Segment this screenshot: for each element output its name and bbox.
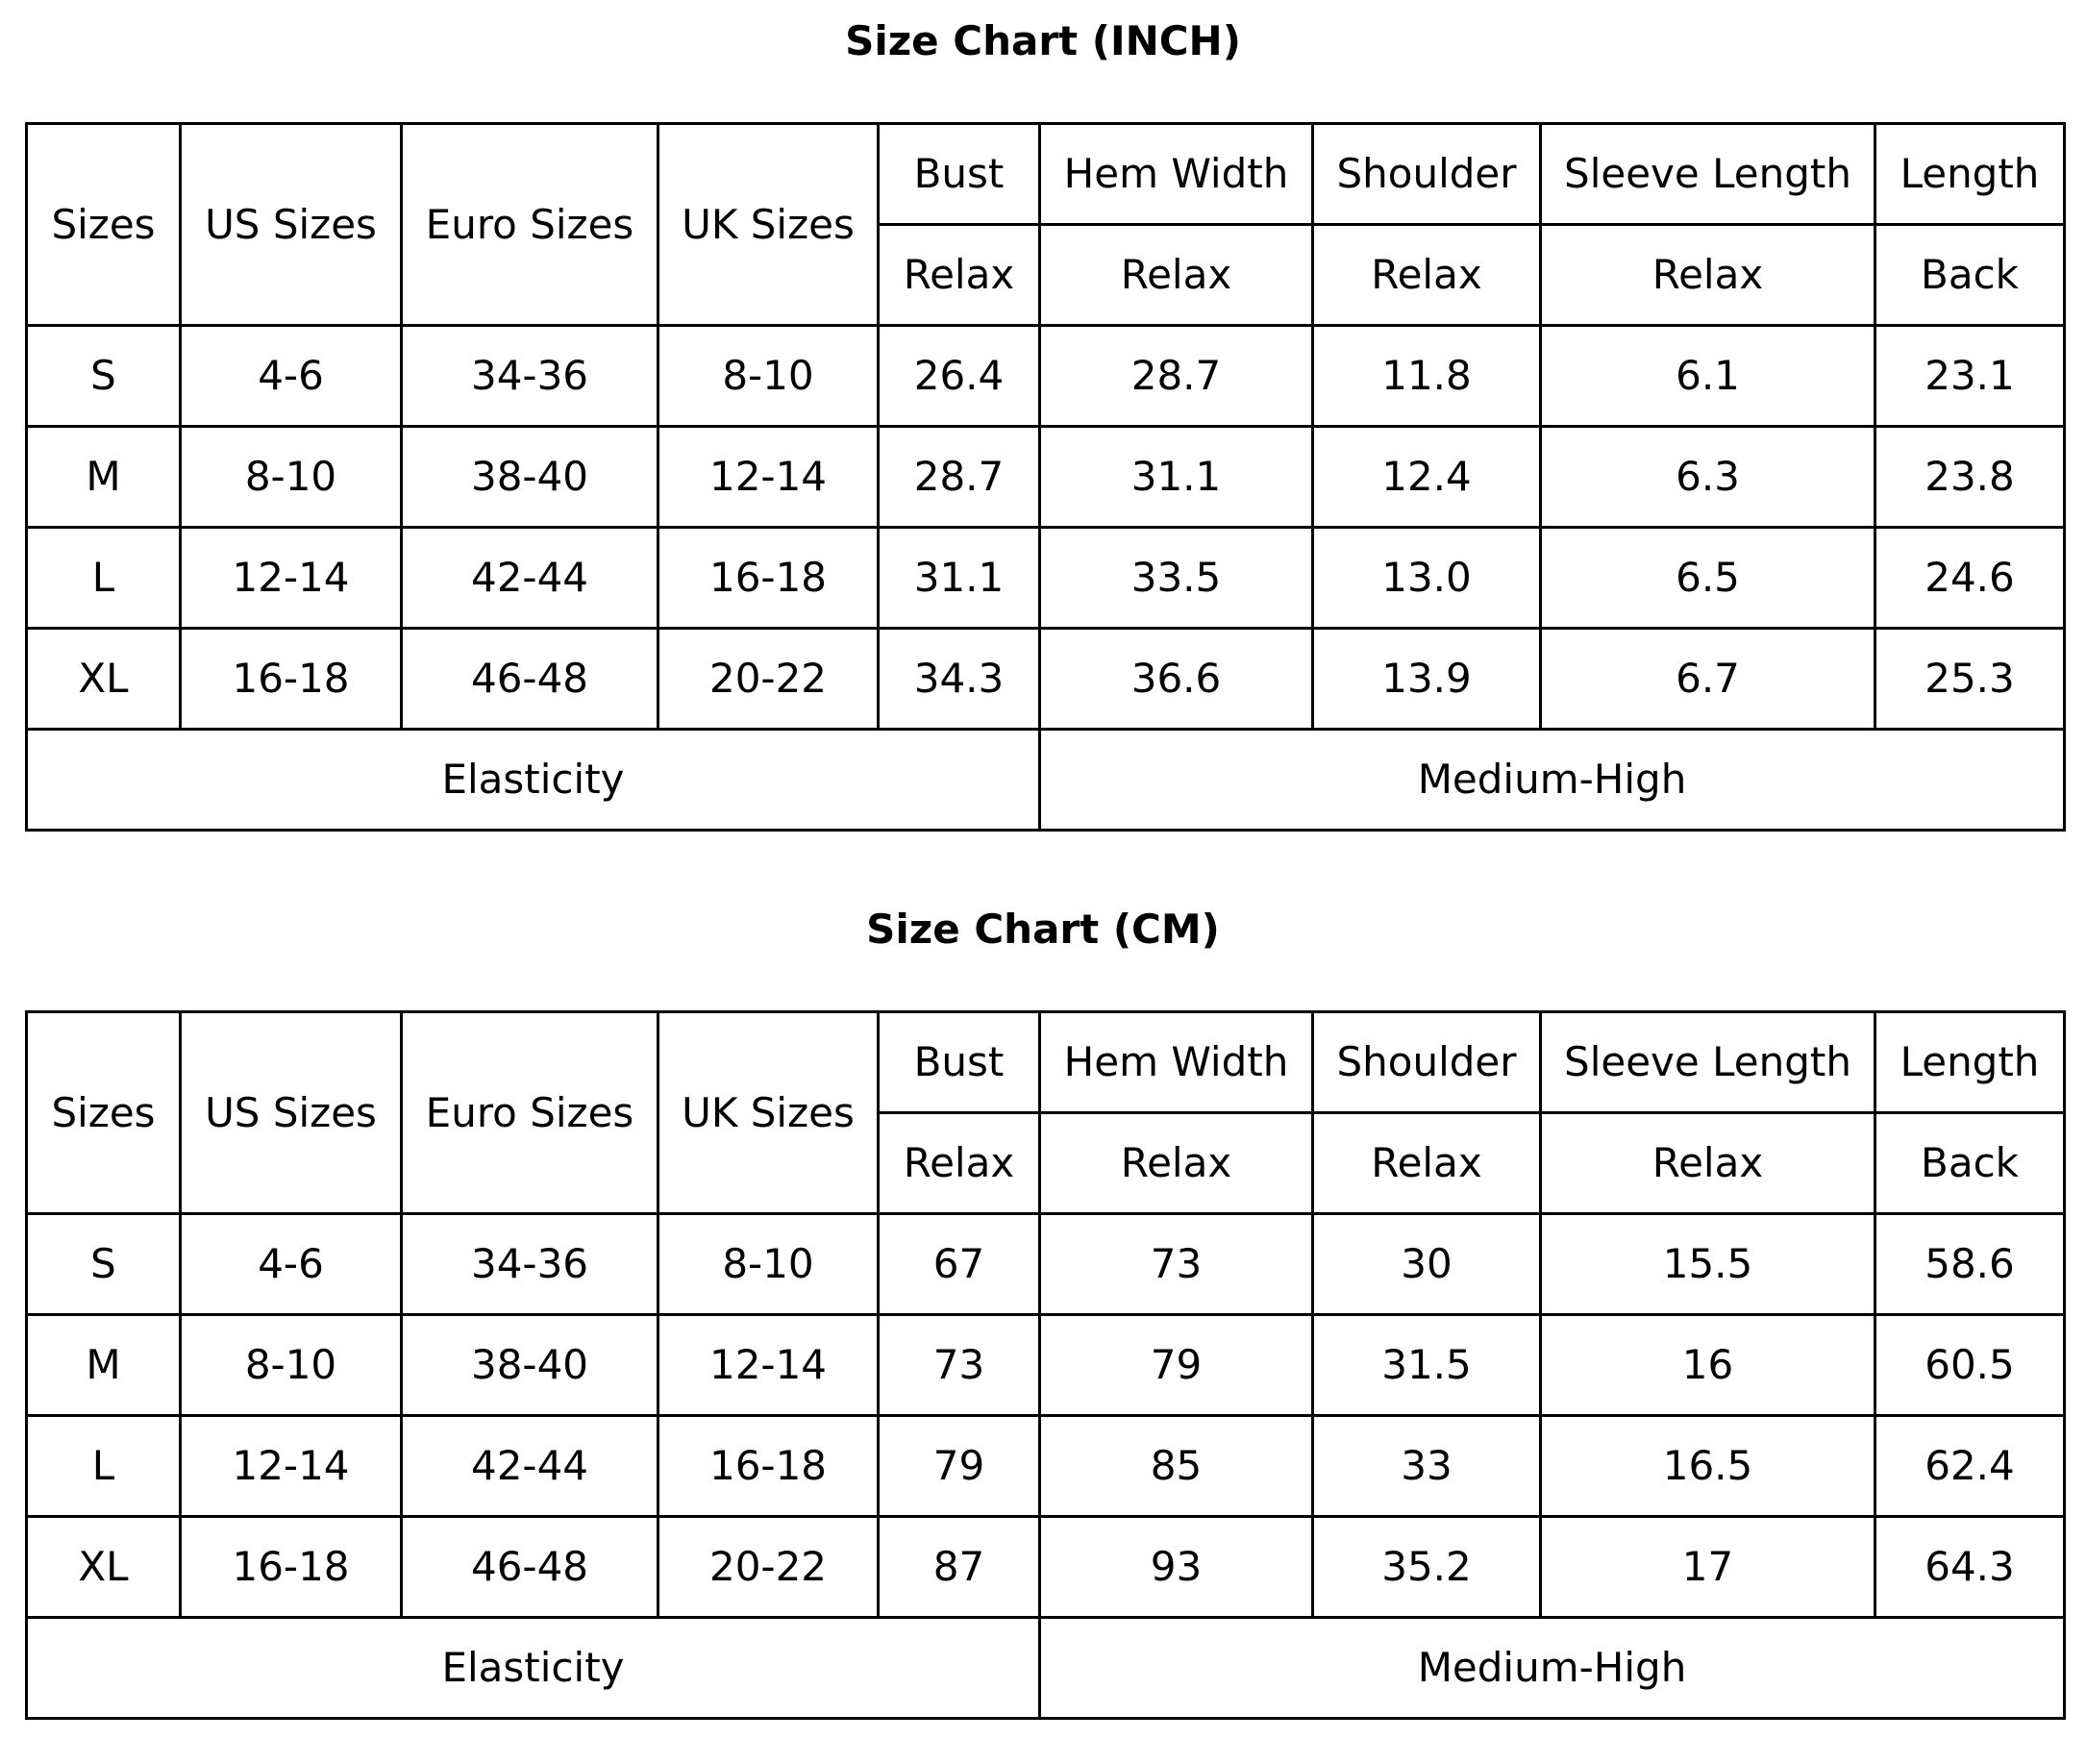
table-cell: 6.1 bbox=[1541, 326, 1875, 427]
subheader-bust: Relax bbox=[879, 225, 1040, 326]
footer-row bbox=[27, 1618, 2065, 1719]
table-cell: 31.5 bbox=[1313, 1315, 1541, 1416]
table-row bbox=[27, 1315, 2065, 1416]
table-cell: 20-22 bbox=[658, 1517, 879, 1618]
table-cell: 11.8 bbox=[1313, 326, 1541, 427]
table-cell: L bbox=[27, 528, 181, 629]
table-cell: L bbox=[27, 1416, 181, 1517]
header-uk-sizes: UK Sizes bbox=[658, 1012, 879, 1214]
header-sleeve-length: Sleeve Length bbox=[1541, 124, 1875, 225]
table-cell: 33 bbox=[1313, 1416, 1541, 1517]
table-cell: 38-40 bbox=[402, 1315, 658, 1416]
subheader-shoulder: Relax bbox=[1313, 225, 1541, 326]
table-cell: 8-10 bbox=[181, 1315, 402, 1416]
table-cell: 4-6 bbox=[181, 326, 402, 427]
header-row bbox=[27, 1012, 2065, 1113]
subheader-hem-width: Relax bbox=[1040, 1113, 1313, 1214]
elasticity-value: Medium-High bbox=[1040, 730, 2065, 831]
table-cell: 31.1 bbox=[1040, 427, 1313, 528]
table-cell: 4-6 bbox=[181, 1214, 402, 1315]
subheader-sleeve-length: Relax bbox=[1541, 1113, 1875, 1214]
subheader-length: Back bbox=[1875, 225, 2065, 326]
table-row bbox=[27, 629, 2065, 730]
table-cell: 38-40 bbox=[402, 427, 658, 528]
table-cell: 8-10 bbox=[658, 326, 879, 427]
subheader-hem-width: Relax bbox=[1040, 225, 1313, 326]
header-euro-sizes: Euro Sizes bbox=[402, 1012, 658, 1214]
header-hem-width: Hem Width bbox=[1040, 124, 1313, 225]
inch-size-table bbox=[25, 122, 2066, 832]
table-cell: 6.3 bbox=[1541, 427, 1875, 528]
table-cell: 64.3 bbox=[1875, 1517, 2065, 1618]
subheader-shoulder: Relax bbox=[1313, 1113, 1541, 1214]
table-cell: 13.9 bbox=[1313, 629, 1541, 730]
table-cell: 33.5 bbox=[1040, 528, 1313, 629]
table-row bbox=[27, 427, 2065, 528]
table-cell: 16.5 bbox=[1541, 1416, 1875, 1517]
table-cell: 42-44 bbox=[402, 1416, 658, 1517]
table-cell: 26.4 bbox=[879, 326, 1040, 427]
table-cell: 42-44 bbox=[402, 528, 658, 629]
table-cell: 8-10 bbox=[658, 1214, 879, 1315]
table-cell: 87 bbox=[879, 1517, 1040, 1618]
table-cell: 12-14 bbox=[658, 1315, 879, 1416]
table-cell: 30 bbox=[1313, 1214, 1541, 1315]
table-cell: 12.4 bbox=[1313, 427, 1541, 528]
table-cell: 16-18 bbox=[658, 528, 879, 629]
table-cell: 12-14 bbox=[181, 1416, 402, 1517]
table-cell: XL bbox=[27, 629, 181, 730]
footer-row bbox=[27, 730, 2065, 831]
table-row bbox=[27, 326, 2065, 427]
table-cell: 24.6 bbox=[1875, 528, 2065, 629]
table-cell: 58.6 bbox=[1875, 1214, 2065, 1315]
elasticity-label: Elasticity bbox=[27, 730, 1040, 831]
table-cell: 6.7 bbox=[1541, 629, 1875, 730]
subheader-length: Back bbox=[1875, 1113, 2065, 1214]
header-bust: Bust bbox=[879, 1012, 1040, 1113]
table-cell: 62.4 bbox=[1875, 1416, 2065, 1517]
cm-size-table bbox=[25, 1010, 2066, 1720]
table-cell: 6.5 bbox=[1541, 528, 1875, 629]
table-cell: 12-14 bbox=[181, 528, 402, 629]
table-cell: 46-48 bbox=[402, 1517, 658, 1618]
table-cell: 16-18 bbox=[181, 629, 402, 730]
table-cell: 23.1 bbox=[1875, 326, 2065, 427]
table-cell: 17 bbox=[1541, 1517, 1875, 1618]
table-cell: 8-10 bbox=[181, 427, 402, 528]
table-cell: 20-22 bbox=[658, 629, 879, 730]
elasticity-value: Medium-High bbox=[1040, 1618, 2065, 1719]
table-cell: 79 bbox=[1040, 1315, 1313, 1416]
table-cell: 93 bbox=[1040, 1517, 1313, 1618]
table-cell: S bbox=[27, 326, 181, 427]
cm-chart-title: Size Chart (CM) bbox=[866, 906, 1220, 953]
table-cell: M bbox=[27, 1315, 181, 1416]
header-uk-sizes: UK Sizes bbox=[658, 124, 879, 326]
table-cell: 73 bbox=[879, 1315, 1040, 1416]
table-cell: 79 bbox=[879, 1416, 1040, 1517]
header-sizes: Sizes bbox=[27, 124, 181, 326]
header-us-sizes: US Sizes bbox=[181, 124, 402, 326]
table-cell: 73 bbox=[1040, 1214, 1313, 1315]
table-cell: 13.0 bbox=[1313, 528, 1541, 629]
table-cell: 60.5 bbox=[1875, 1315, 2065, 1416]
table-cell: 35.2 bbox=[1313, 1517, 1541, 1618]
table-cell: 46-48 bbox=[402, 629, 658, 730]
elasticity-label: Elasticity bbox=[27, 1618, 1040, 1719]
table-cell: S bbox=[27, 1214, 181, 1315]
table-row bbox=[27, 1416, 2065, 1517]
table-row bbox=[27, 1517, 2065, 1618]
table-cell: 23.8 bbox=[1875, 427, 2065, 528]
table-cell: 34-36 bbox=[402, 1214, 658, 1315]
subheader-sleeve-length: Relax bbox=[1541, 225, 1875, 326]
header-length: Length bbox=[1875, 1012, 2065, 1113]
table-cell: 34.3 bbox=[879, 629, 1040, 730]
header-shoulder: Shoulder bbox=[1313, 124, 1541, 225]
table-cell: XL bbox=[27, 1517, 181, 1618]
header-hem-width: Hem Width bbox=[1040, 1012, 1313, 1113]
header-row bbox=[27, 124, 2065, 225]
table-cell: 16-18 bbox=[658, 1416, 879, 1517]
table-cell: 36.6 bbox=[1040, 629, 1313, 730]
table-cell: 15.5 bbox=[1541, 1214, 1875, 1315]
table-cell: 28.7 bbox=[879, 427, 1040, 528]
table-cell: 31.1 bbox=[879, 528, 1040, 629]
table-cell: 16 bbox=[1541, 1315, 1875, 1416]
header-sleeve-length: Sleeve Length bbox=[1541, 1012, 1875, 1113]
table-cell: 85 bbox=[1040, 1416, 1313, 1517]
table-cell: 28.7 bbox=[1040, 326, 1313, 427]
inch-chart-title: Size Chart (INCH) bbox=[845, 17, 1241, 64]
table-cell: 16-18 bbox=[181, 1517, 402, 1618]
table-cell: M bbox=[27, 427, 181, 528]
header-length: Length bbox=[1875, 124, 2065, 225]
header-sizes: Sizes bbox=[27, 1012, 181, 1214]
header-us-sizes: US Sizes bbox=[181, 1012, 402, 1214]
table-row bbox=[27, 1214, 2065, 1315]
table-cell: 25.3 bbox=[1875, 629, 2065, 730]
table-cell: 34-36 bbox=[402, 326, 658, 427]
table-cell: 12-14 bbox=[658, 427, 879, 528]
header-shoulder: Shoulder bbox=[1313, 1012, 1541, 1113]
header-bust: Bust bbox=[879, 124, 1040, 225]
table-cell: 67 bbox=[879, 1214, 1040, 1315]
header-euro-sizes: Euro Sizes bbox=[402, 124, 658, 326]
subheader-bust: Relax bbox=[879, 1113, 1040, 1214]
table-row bbox=[27, 528, 2065, 629]
